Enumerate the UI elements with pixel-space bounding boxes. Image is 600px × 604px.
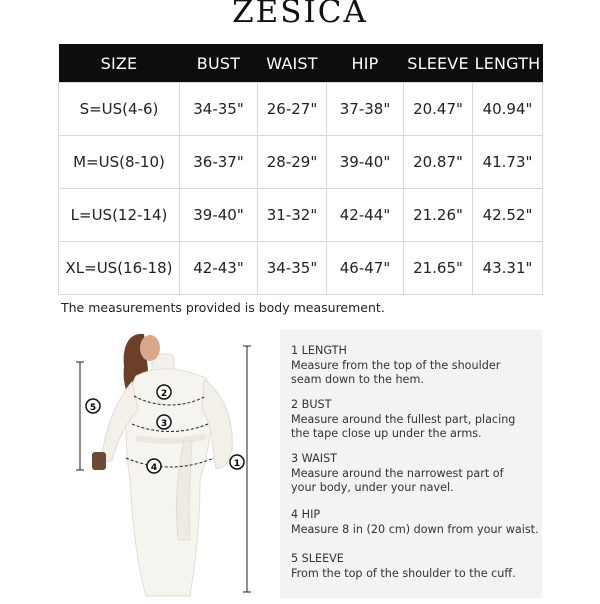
- column-header-size: SIZE: [59, 44, 180, 83]
- table-cell: M=US(8-10): [59, 136, 180, 189]
- table-cell: 34-35": [180, 83, 258, 136]
- measurement-note: The measurements provided is body measurement.: [61, 300, 385, 315]
- size-chart-table: [58, 44, 543, 295]
- marker-sleeve: 5: [89, 403, 97, 413]
- column-header-sleeve: SLEEVE: [404, 44, 473, 83]
- table-cell: 42-43": [180, 242, 258, 295]
- table-header-row: [59, 44, 543, 83]
- guide-title: 4 HIP: [291, 508, 321, 521]
- guide-item-hip: [291, 508, 539, 537]
- model-illustration: [66, 330, 276, 600]
- marker-hip: 4: [150, 463, 158, 473]
- table-cell: 20.87": [404, 136, 473, 189]
- table-cell: 21.26": [404, 189, 473, 242]
- guide-item-bust: [291, 398, 515, 442]
- marker-length: 1: [233, 459, 241, 469]
- table-cell: 37-38": [327, 83, 404, 136]
- table-cell: S=US(4-6): [59, 83, 180, 136]
- column-header-hip: HIP: [327, 44, 404, 83]
- table-cell: 43.31": [473, 242, 543, 295]
- column-header-length: LENGTH: [473, 44, 543, 83]
- marker-waist: 3: [160, 419, 168, 429]
- guide-desc: Measure from the top of the shoulder: [291, 358, 501, 372]
- guide-title: 1 LENGTH: [291, 344, 347, 357]
- column-header-waist: WAIST: [258, 44, 327, 83]
- guide-desc: the tape close up under the arms.: [291, 427, 482, 441]
- guide-desc: From the top of the shoulder to the cuff.: [291, 566, 516, 580]
- guide-desc: your body, under your navel.: [291, 481, 454, 495]
- table-cell: 39-40": [327, 136, 404, 189]
- guide-desc: seam down to the hem.: [291, 373, 424, 387]
- guide-item-length: [291, 344, 500, 388]
- table-row: [59, 242, 543, 295]
- measurement-guide-panel: [280, 330, 542, 598]
- guide-desc: Measure 8 in (20 cm) down from your waist.: [291, 522, 539, 536]
- guide-title: 2 BUST: [291, 398, 332, 411]
- table-cell: 42.52": [473, 189, 543, 242]
- table-cell: 42-44": [327, 189, 404, 242]
- table-cell: 26-27": [258, 83, 327, 136]
- guide-title: 3 WAIST: [291, 452, 338, 465]
- table-cell: 28-29": [258, 136, 327, 189]
- model-figure: [66, 330, 276, 600]
- table-cell: 34-35": [258, 242, 327, 295]
- guide-title: 5 SLEEVE: [291, 552, 344, 565]
- table-row: [59, 189, 543, 242]
- table-cell: XL=US(16-18): [59, 242, 180, 295]
- table-cell: 39-40": [180, 189, 258, 242]
- table-row: [59, 136, 543, 189]
- guide-item-sleeve: [291, 552, 516, 581]
- guide-item-waist: [291, 452, 504, 496]
- table-cell: L=US(12-14): [59, 189, 180, 242]
- table-cell: 36-37": [180, 136, 258, 189]
- table-cell: 20.47": [404, 83, 473, 136]
- table-cell: 40.94": [473, 83, 543, 136]
- table-cell: 21.65": [404, 242, 473, 295]
- table-cell: 41.73": [473, 136, 543, 189]
- brand-logo: ZESICA: [232, 0, 368, 30]
- table-cell: 31-32": [258, 189, 327, 242]
- column-header-bust: BUST: [180, 44, 258, 83]
- marker-bust: 2: [160, 389, 168, 399]
- guide-desc: Measure around the fullest part, placing: [291, 412, 516, 426]
- table-cell: 46-47": [327, 242, 404, 295]
- guide-desc: Measure around the narrowest part of: [291, 466, 504, 480]
- table-row: [59, 83, 543, 136]
